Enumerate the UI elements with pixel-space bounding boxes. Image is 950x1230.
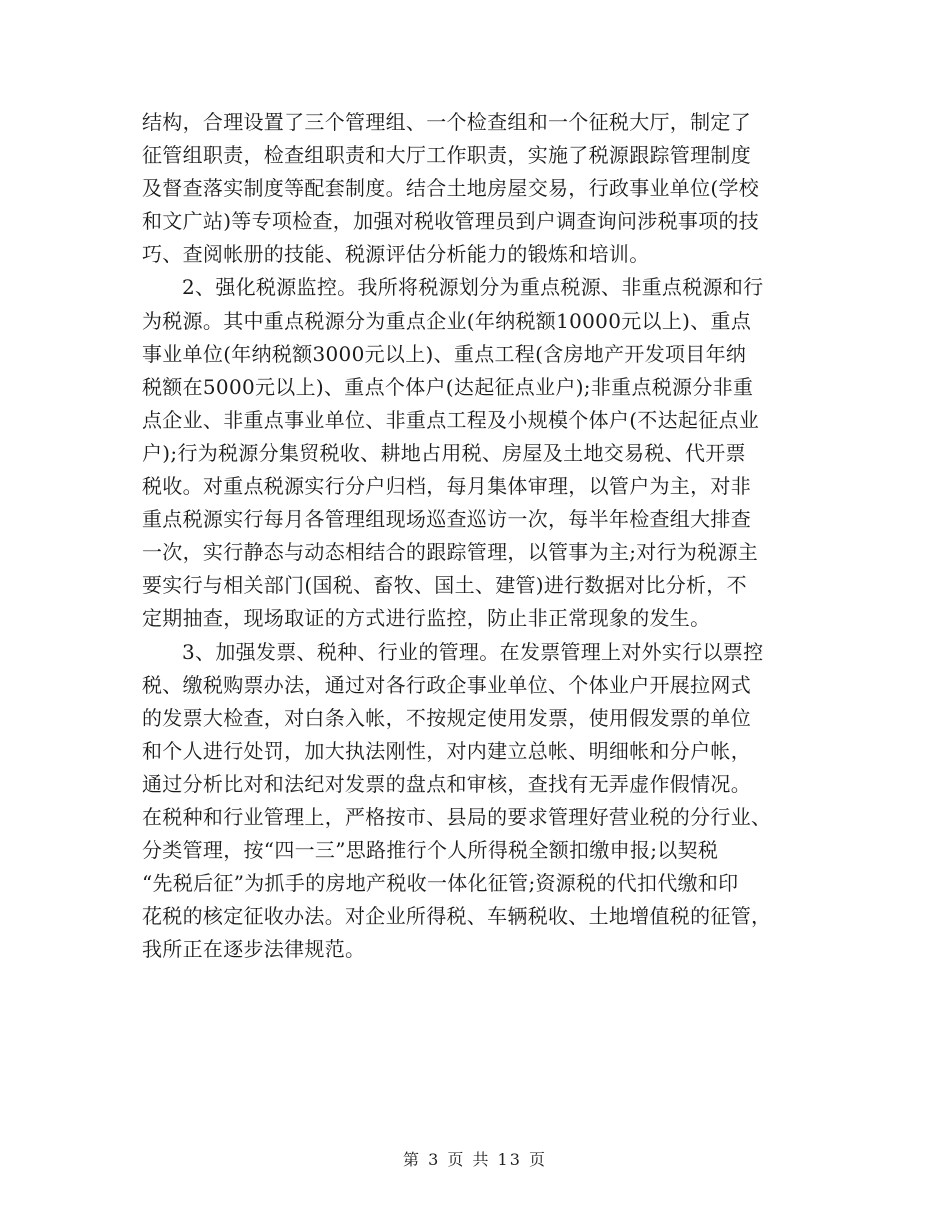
text-line: 点企业、非重点事业单位、非重点工程及小规模个体户(不达起征点业 — [142, 407, 760, 432]
text-line: 税、缴税购票办法，通过对各行政企事业单位、个体业户开展拉网式 — [142, 672, 751, 697]
text-line: 在税种和行业管理上，严格按市、县局的要求管理好营业税的分行业、 — [142, 804, 772, 829]
text-line: 税额在5000元以上)、重点个体户(达起征点业户);非重点税源分非重 — [142, 374, 754, 399]
text-line: 户);行为税源分集贸税收、耕地占用税、房屋及土地交易税、代开票 — [142, 440, 746, 465]
text-line: 和文广站)等专项检查，加强对税收管理员到户调查询问涉税事项的技 — [142, 209, 760, 234]
text-line: 巧、查阅帐册的技能、税源评估分析能力的锻炼和培训。 — [142, 242, 650, 267]
text-line: 要实行与相关部门(国税、畜牧、国土、建管)进行数据对比分析，不 — [142, 573, 747, 598]
text-line: 定期抽查，现场取证的方式进行监控，防止非正常现象的发生。 — [142, 606, 711, 631]
text-line: 税收。对重点税源实行分户归档，每月集体审理，以管户为主，对非 — [142, 474, 751, 499]
text-line: 的发票大检查，对白条入帐，不按规定使用发票，使用假发票的单位 — [142, 705, 751, 730]
paragraph-3-first-line: 3、加强发票、税种、行业的管理。在发票管理上对外实行以票控 — [182, 639, 764, 664]
text-line: 一次，实行静态与动态相结合的跟踪管理，以管事为主;对行为税源主 — [142, 540, 759, 565]
text-line: 通过分析比对和法纪对发票的盘点和审核，查找有无弄虚作假情况。 — [142, 771, 751, 796]
page-number-footer: 第 3 页 共 13 页 — [403, 1150, 547, 1169]
text-line: 花税的核定征收办法。对企业所得税、车辆税收、土地增值税的征管， — [142, 904, 772, 929]
text-line: “先税后征”为抓手的房地产税收一体化征管;资源税的代扣代缴和印 — [142, 871, 739, 896]
text-line: 事业单位(年纳税额3000元以上)、重点工程(含房地产开发项目年纳 — [142, 341, 747, 366]
paragraph-2-first-line: 2、强化税源监控。我所将税源划分为重点税源、非重点税源和行 — [182, 275, 764, 300]
text-line: 和个人进行处罚，加大执法刚性，对内建立总帐、明细帐和分户帐， — [142, 738, 751, 763]
text-line: 为税源。其中重点税源分为重点企业(年纳税额10000元以上)、重点 — [142, 308, 752, 333]
body-text — [142, 106, 808, 966]
text-line: 结构，合理设置了三个管理组、一个检查组和一个征税大厅，制定了 — [142, 110, 751, 134]
text-line: 征管组职责，检查组职责和大厅工作职责，实施了税源跟踪管理制度 — [142, 143, 751, 168]
text-line: 分类管理，按“四一三”思路推行个人所得税全额扣缴申报;以契税 — [142, 838, 719, 863]
text-line: 重点税源实行每月各管理组现场巡查巡访一次，每半年检查组大排查 — [142, 507, 751, 532]
text-line: 及督查落实制度等配套制度。结合土地房屋交易，行政事业单位(学校 — [142, 176, 760, 201]
text-line: 我所正在逐步法律规范。 — [142, 937, 366, 962]
